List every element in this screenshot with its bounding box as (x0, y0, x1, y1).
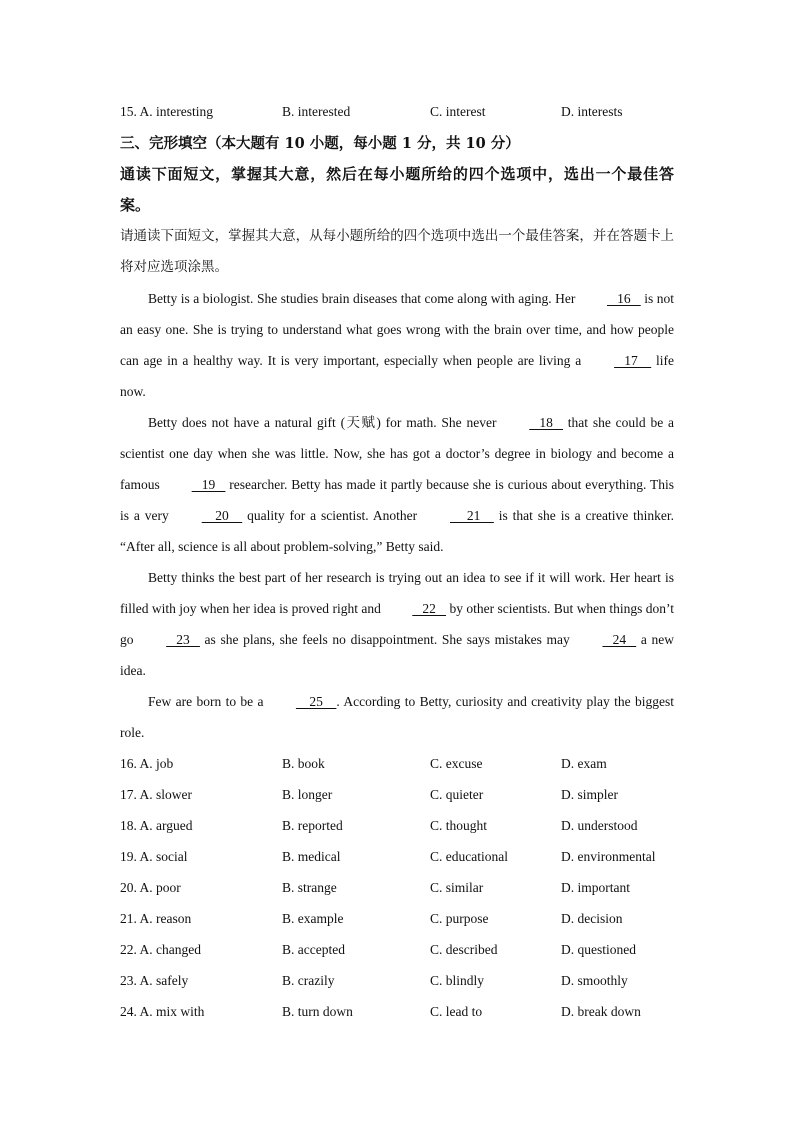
option-c: C. quieter (430, 786, 484, 802)
question-17-options (120, 779, 674, 810)
blank-25: 25 (295, 694, 337, 709)
blank-20: 20 (201, 508, 243, 523)
blank-19: 19 (191, 477, 226, 492)
option-c: C. purpose (430, 910, 489, 926)
option-c: C. educational (430, 848, 508, 864)
option-d: D. understood (561, 817, 638, 833)
option-d: D. simpler (561, 786, 618, 802)
option-b: B. book (282, 755, 325, 771)
option-a: 17. A. slower (120, 786, 192, 802)
option-a: 24. A. mix with (120, 1003, 205, 1019)
blank-24: 24 (602, 632, 637, 647)
question-20-options (120, 872, 674, 903)
option-b: B. medical (282, 848, 341, 864)
section-heading: 三、完形填空（本大题有 10 小题，每小题 1 分，共 10 分） (120, 135, 520, 152)
option-c: C. blindly (430, 972, 485, 988)
question-options-list (120, 748, 674, 1027)
option-a: 18. A. argued (120, 817, 193, 833)
passage-text: as she plans, she feels no disappointment. She says mistakes may (199, 632, 575, 647)
option-b: B. example (282, 910, 344, 926)
question-16-options (120, 748, 674, 779)
option-d: D. break down (561, 1003, 641, 1019)
option-c: C. described (430, 941, 498, 957)
option-d: D. questioned (561, 941, 636, 957)
question-18-options (120, 810, 674, 841)
option-a: 16. A. job (120, 755, 174, 771)
passage-text: life now. (120, 353, 674, 399)
option-a: 20. A. poor (120, 879, 181, 895)
passage-text: a new idea. (120, 632, 674, 678)
passage-text: Betty is a biologist. She studies brain diseases that come along with aging. Her (148, 291, 579, 306)
option-b: B. interested (282, 103, 351, 119)
option-a: 22. A. changed (120, 941, 201, 957)
question-24-options (120, 996, 674, 1027)
blank-21: 21 (449, 508, 494, 523)
instruction-normal: 请通读下面短文，掌握其大意，从每小题所给的四个选项中选出一个最佳答案，并在答题卡上将对应选项涂黑。 (120, 228, 674, 275)
blank-16: 16 (606, 291, 641, 306)
question-15-options (120, 96, 674, 127)
option-d: D. smoothly (561, 972, 628, 988)
passage-text: quality for a scientist. Another (242, 508, 422, 523)
option-c: C. similar (430, 879, 484, 895)
passage-text: is not an easy one. She is trying to understand what goes wrong with the brain over time, and how people can age in a healthy way. It is very important, especially when people are living a (120, 291, 674, 368)
option-d: D. decision (561, 910, 623, 926)
option-b: B. crazily (282, 972, 335, 988)
passage-text: researcher. Betty has made it partly because she is curious about everything. This is a very (120, 477, 674, 523)
blank-17: 17 (614, 353, 652, 368)
passage-paragraph-4 (120, 686, 674, 748)
passage-text: Betty does not have a natural gift (天赋) for math. She never (148, 415, 502, 430)
option-c: C. interest (430, 103, 486, 119)
question-23-options (120, 965, 674, 996)
option-a: 23. A. safely (120, 972, 189, 988)
option-b: B. strange (282, 879, 337, 895)
option-b: B. longer (282, 786, 333, 802)
question-21-options (120, 903, 674, 934)
passage-text: by other scientists. But when things don’t go (120, 601, 675, 647)
passage-text: that she could be a scientist one day when she was little. Now, she has got a doctor’s degree in biology and become a famous (120, 415, 674, 492)
passage-paragraph-2 (120, 407, 674, 562)
blank-23: 23 (166, 632, 200, 647)
option-d: D. interests (561, 103, 623, 119)
instruction-bold: 通读下面短文，掌握其大意，然后在每小题所给的四个选项中，选出一个最佳答案。 (120, 165, 674, 214)
option-a: 15. A. interesting (120, 103, 213, 119)
exam-page (120, 96, 674, 1027)
option-b: B. reported (282, 817, 343, 833)
passage-text: Betty thinks the best part of her research is trying out an idea to see if it will work. Her heart is filled with joy when her idea is proved right and (120, 570, 674, 616)
option-a: 21. A. reason (120, 910, 192, 926)
passage-text: . According to Betty, curiosity and creativity play the biggest role. (120, 694, 674, 740)
option-a: 19. A. social (120, 848, 188, 864)
option-c: C. thought (430, 817, 488, 833)
blank-22: 22 (412, 601, 447, 616)
option-d: D. environmental (561, 848, 656, 864)
option-b: B. turn down (282, 1003, 353, 1019)
passage-text: Few are born to be a (148, 694, 268, 709)
option-c: C. excuse (430, 755, 483, 771)
passage-paragraph-3 (120, 562, 674, 686)
question-19-options (120, 841, 674, 872)
option-b: B. accepted (282, 941, 345, 957)
passage-text: is that she is a creative thinker. “After all, science is all about problem-solving,” Betty said. (120, 508, 674, 554)
question-22-options (120, 934, 674, 965)
passage-paragraph-1 (120, 283, 674, 407)
blank-18: 18 (529, 415, 563, 430)
option-d: D. exam (561, 755, 607, 771)
option-c: C. lead to (430, 1003, 483, 1019)
option-d: D. important (561, 879, 630, 895)
